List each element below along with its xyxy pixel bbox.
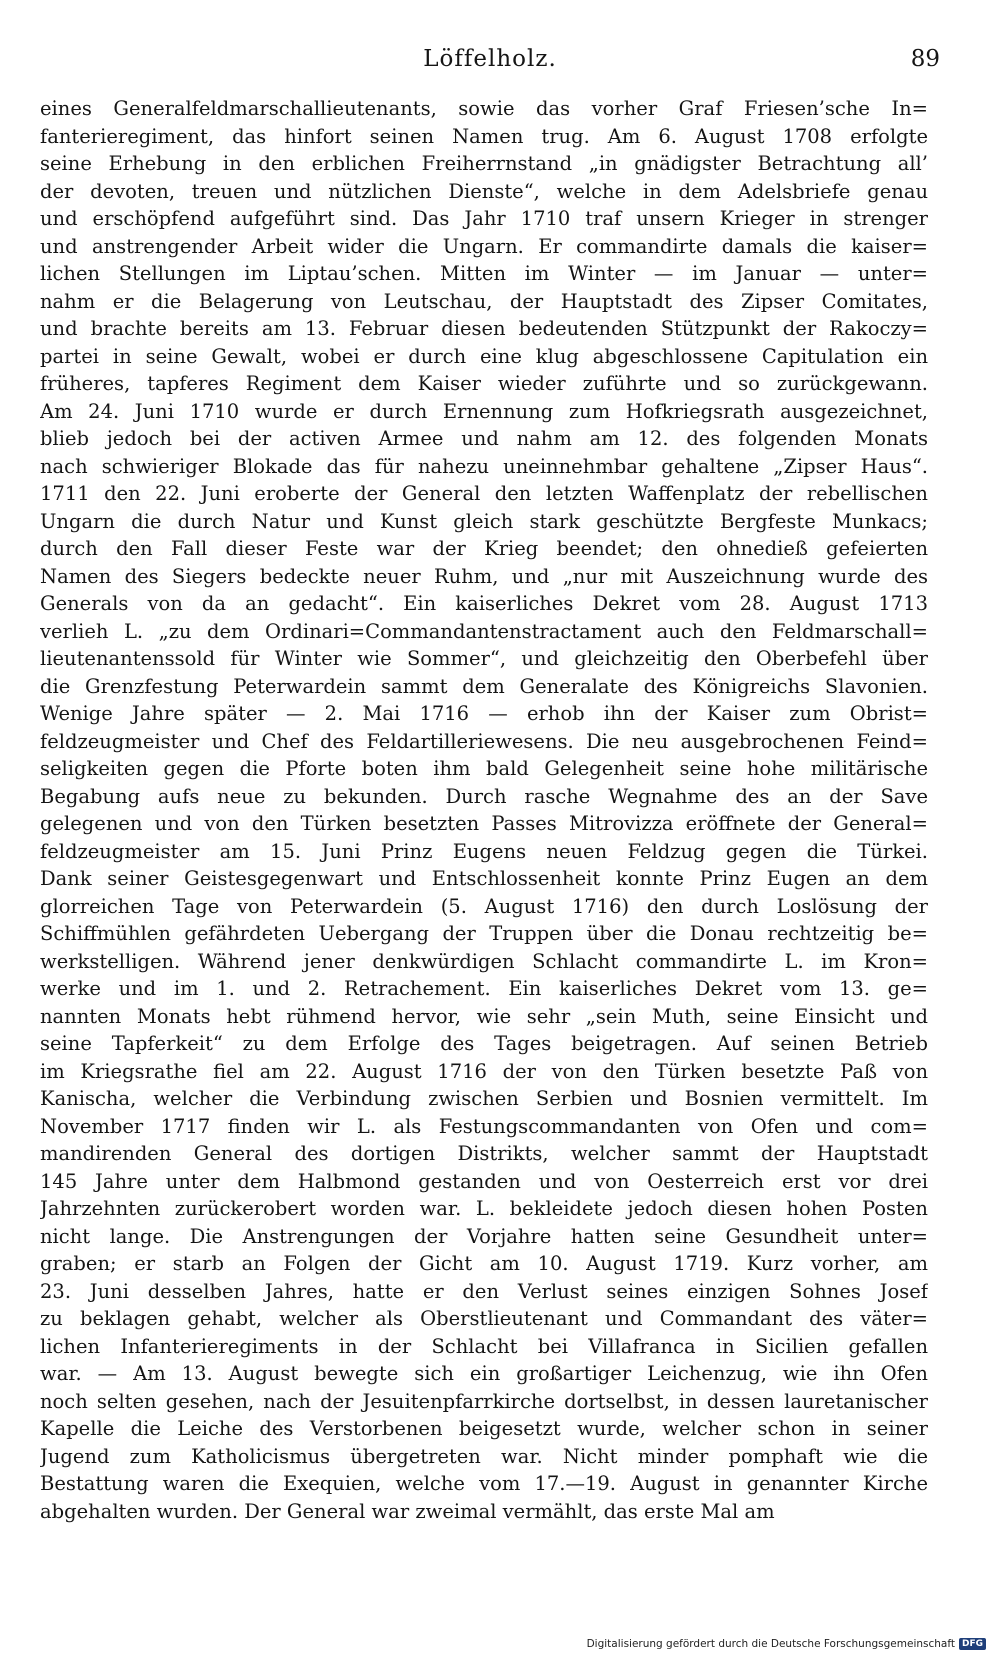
- text-line: seine Erhebung in den erblichen Freiherrnstand „in gnädigster Betrachtung all’: [40, 152, 928, 175]
- text-line: partei in seine Gewalt, wobei er durch eine klug abgeschlossene Capitulation ein: [40, 344, 928, 368]
- digitization-footer: [587, 1638, 986, 1650]
- text-line: graben; er starb an Folgen der Gicht am 10. August 1719. Kurz vorher, am: [40, 1252, 928, 1275]
- text-line: Ungarn die durch Natur und Kunst gleich stark geschützte Bergfeste Munkacs;: [40, 509, 928, 533]
- text-line: Namen des Siegers bedeckte neuer Ruhm, und „nur mit Auszeichnung wurde des: [40, 564, 928, 588]
- text-line: noch selten gesehen, nach der Jesuitenpfarrkirche dortselbst, in dessen lauretanischer: [40, 1389, 928, 1413]
- text-line: Generals von da an gedacht“. Ein kaiserliches Dekret vom 28. August 1713: [40, 592, 928, 615]
- text-line: blieb jedoch bei der activen Armee und nahm am 12. des folgenden Monats: [40, 427, 928, 450]
- text-line: und brachte bereits am 13. Februar diesen bedeutenden Stützpunkt der Rakoczy=: [40, 317, 928, 340]
- text-line: Dank seiner Geistesgegenwart und Entschlossenheit konnte Prinz Eugen an dem: [40, 867, 928, 890]
- text-line: Kapelle die Leiche des Verstorbenen beigesetzt wurde, welcher schon in seiner: [40, 1417, 928, 1440]
- text-line: früheres, tapferes Regiment dem Kaiser wieder zuführte und so zurückgewann.: [40, 372, 928, 395]
- text-line: feldzeugmeister und Chef des Feldartilleriewesens. Die neu ausgebrochenen Feind=: [40, 729, 928, 753]
- text-line: feldzeugmeister am 15. Juni Prinz Eugens neuen Feldzug gegen die Türkei.: [40, 839, 928, 863]
- text-line: die Grenzfestung Peterwardein sammt dem Generalate des Königreichs Slavonien.: [40, 674, 928, 698]
- body-text: [40, 95, 928, 1525]
- text-line: Schiffmühlen gefährdeten Uebergang der Truppen über die Donau rechtzeitig be=: [40, 922, 928, 945]
- text-line: nicht lange. Die Anstrengungen der Vorjahre hatten seine Gesundheit unter=: [40, 1224, 928, 1248]
- text-line: 145 Jahre unter dem Halbmond gestanden und von Oesterreich erst vor drei: [40, 1169, 928, 1193]
- text-line: Jahrzehnten zurückerobert worden war. L. bekleidete jedoch diesen hohen Posten: [40, 1197, 928, 1220]
- text-line: lichen Stellungen im Liptau’schen. Mitten im Winter — im Januar — unter=: [40, 262, 928, 285]
- text-line: abgehalten wurden. Der General war zweimal vermählt, das erste Mal am: [40, 1499, 775, 1523]
- text-line: Begabung aufs neue zu bekunden. Durch rasche Wegnahme des an der Save: [40, 784, 928, 808]
- text-line: werkstelligen. Während jener denkwürdigen Schlacht commandirte L. im Kron=: [40, 949, 928, 973]
- text-line: und anstrengender Arbeit wider die Ungarn. Er commandirte damals die kaiser=: [40, 234, 928, 258]
- text-line: nannten Monats hebt rühmend hervor, wie sehr „sein Muth, seine Einsicht und: [40, 1004, 928, 1028]
- text-line: Kanischa, welcher die Verbindung zwischen Serbien und Bosnien vermittelt. Im: [40, 1087, 928, 1110]
- text-line: verlieh L. „zu dem Ordinari=Commandantenstractament auch den Feldmarschall=: [40, 619, 928, 643]
- text-line: gelegenen und von den Türken besetzten Passes Mitrovizza eröffnete der General=: [40, 812, 928, 835]
- text-line: glorreichen Tage von Peterwardein (5. August 1716) den durch Loslösung der: [40, 894, 928, 918]
- text-line: fanterieregiment, das hinfort seinen Namen trug. Am 6. August 1708 erfolgte: [40, 124, 928, 148]
- text-line: nach schwieriger Blokade das für nahezu uneinnehmbar gehaltene „Zipser Haus“.: [40, 454, 928, 478]
- page-header: [40, 42, 940, 82]
- funding-note: Digitalisierung gefördert durch die Deutsche Forschungsgemeinschaft: [586, 1638, 955, 1650]
- dfg-logo: DFG: [959, 1638, 986, 1650]
- text-line: seine Tapferkeit“ zu dem Erfolge des Tages beigetragen. Auf seinen Betrieb: [40, 1032, 928, 1055]
- running-title: Löffelholz.: [423, 46, 557, 72]
- text-line: werke und im 1. und 2. Retrachement. Ein kaiserliches Dekret vom 13. ge=: [40, 977, 928, 1000]
- text-line: lieutenantenssold für Winter wie Sommer“, und gleichzeitig den Oberbefehl über: [40, 647, 928, 670]
- text-line: zu beklagen gehabt, welcher als Oberstlieutenant und Commandant des väter=: [40, 1307, 928, 1330]
- text-line: 23. Juni desselben Jahres, hatte er den Verlust seines einzigen Sohnes Josef: [40, 1279, 928, 1303]
- text-line: Am 24. Juni 1710 wurde er durch Ernennung zum Hofkriegsrath ausgezeichnet,: [40, 399, 928, 423]
- text-line: Jugend zum Katholicismus übergetreten war. Nicht minder pomphaft wie die: [40, 1444, 928, 1468]
- text-line: November 1717 finden wir L. als Festungscommandanten von Ofen und com=: [40, 1114, 928, 1138]
- text-line: lichen Infanterieregiments in der Schlacht bei Villafranca in Sicilien gefallen: [40, 1334, 928, 1358]
- text-line: der devoten, treuen und nützlichen Dienste“, welche in dem Adelsbriefe genau: [40, 179, 928, 203]
- text-line: im Kriegsrathe fiel am 22. August 1716 der von den Türken besetzte Paß von: [40, 1059, 928, 1083]
- text-line: Wenige Jahre später — 2. Mai 1716 — erhob ihn der Kaiser zum Obrist=: [40, 702, 928, 725]
- text-line: seligkeiten gegen die Pforte boten ihm bald Gelegenheit seine hohe militärische: [40, 757, 928, 780]
- text-line: nahm er die Belagerung von Leutschau, der Hauptstadt des Zipser Comitates,: [40, 289, 928, 313]
- page-number: 89: [910, 46, 940, 72]
- text-line: durch den Fall dieser Feste war der Krieg beendet; den ohnedieß gefeierten: [40, 537, 928, 560]
- text-line: mandirenden General des dortigen Distrikts, welcher sammt der Hauptstadt: [40, 1142, 928, 1165]
- text-line: eines Generalfeldmarschallieutenants, sowie das vorher Graf Friesen’sche In=: [40, 97, 928, 120]
- text-line: 1711 den 22. Juni eroberte der General den letzten Waffenplatz der rebellischen: [40, 482, 928, 505]
- text-line: war. — Am 13. August bewegte sich ein großartiger Leichenzug, wie ihn Ofen: [40, 1362, 928, 1385]
- text-line: und erschöpfend aufgeführt sind. Das Jahr 1710 traf unsern Krieger in strenger: [40, 207, 928, 230]
- text-line: Bestattung waren die Exequien, welche vom 17.—19. August in genannter Kirche: [40, 1472, 928, 1495]
